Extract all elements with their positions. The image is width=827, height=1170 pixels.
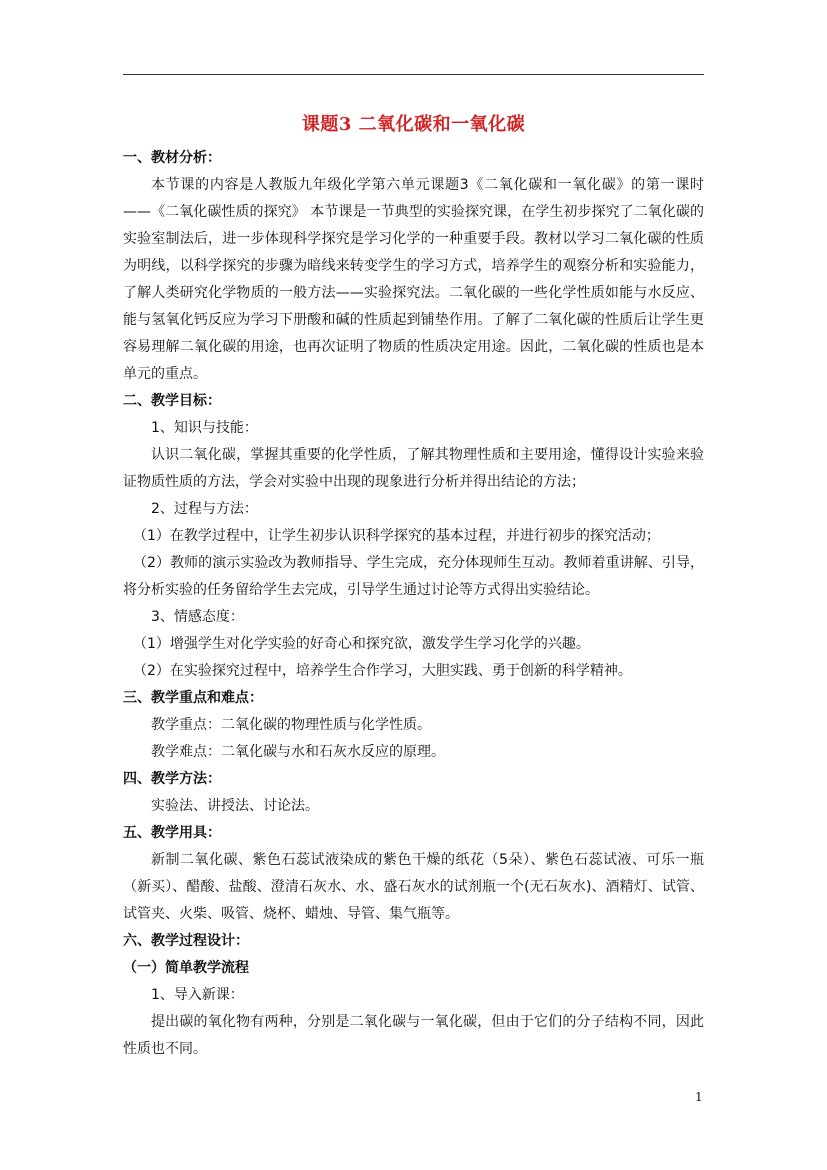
section-heading-objectives: 二、教学目标： xyxy=(123,393,221,409)
section-heading-materials: 五、教学用具： xyxy=(123,825,221,841)
header-rule xyxy=(123,74,704,75)
objective-attitude-label: 3、情感态度： xyxy=(151,609,244,625)
document-body xyxy=(123,145,704,1063)
materials-text: 新制二氧化碳、紫色石蕊试液染成的紫色干燥的纸花（5朵）、紫色石蕊试液、可乐一瓶（新买）、醋酸、盐酸、澄清石灰水、水、盛石灰水的试剂瓶一个(无石灰水)、酒精灯、试管、试管夹、火柴、吸管、烧杯、蜡烛、导管、集气瓶等。 xyxy=(123,852,704,922)
objective-knowledge-label: 1、知识与技能： xyxy=(151,420,258,436)
process-step-1-label: 1、导入新课： xyxy=(151,987,244,1003)
page-number: 1 xyxy=(695,1090,703,1104)
methods-text: 实验法、讲授法、讨论法。 xyxy=(151,798,319,814)
objective-process-item-2: （2）教师的演示实验改为教师指导、学生完成，充分体现师生互动。教师着重讲解、引导，将分析实验的任务留给学生去完成，引导学生通过讨论等方式得出实验结论。 xyxy=(123,555,704,598)
objective-attitude-item-1: （1）增强学生对化学实验的好奇心和探究欲，激发学生学习化学的兴趣。 xyxy=(133,636,590,652)
section-heading-key-points: 三、教学重点和难点： xyxy=(123,690,263,706)
section-heading-process: 六、教学过程设计： xyxy=(123,933,249,949)
objective-process-label: 2、过程与方法： xyxy=(151,501,258,517)
difficulty-text: 教学难点：二氧化碳与水和石灰水反应的原理。 xyxy=(151,744,445,760)
analysis-paragraph: 本节课的内容是人教版九年级化学第六单元课题3《二氧化碳和一氧化碳》的第一课时——《二氧化碳性质的探究》 本节课是一节典型的实验探究课，在学生初步探究了二氧化碳的实验室制法后，进一步体现科学探究是学习化学的一种重要手段。教材以学习二氧化碳的性质为明线，以科学探究的步骤为暗线来转变学生的学习方式，培养学生的观察分析和实验能力，了解人类研究化学物质的一般方法——实验探究法。二氧化碳的一些化学性质如能与水反应、能与氢氧化钙反应为学习下册酸和碱的性质起到铺垫作用。了解了二氧化碳的性质后让学生更容易理解二氧化碳的用途，也再次证明了物质的性质决定用途。因此，二氧化碳的性质也是本单元的重点。 xyxy=(123,177,704,382)
objective-knowledge-body: 认识二氧化碳，掌握其重要的化学性质，了解其物理性质和主要用途，懂得设计实验来验证物质性质的方法，学会对实验中出现的现象进行分析并得出结论的方法； xyxy=(123,447,704,490)
key-point-text: 教学重点：二氧化碳的物理性质与化学性质。 xyxy=(151,717,431,733)
process-sub-heading: （一）简单教学流程 xyxy=(123,960,249,976)
section-heading-methods: 四、教学方法： xyxy=(123,771,221,787)
objective-process-item-1: （1）在教学过程中，让学生初步认识科学探究的基本过程，并进行初步的探究活动； xyxy=(133,528,660,544)
process-step-1-body: 提出碳的氧化物有两种，分别是二氧化碳与一氧化碳，但由于它们的分子结构不同，因此性质也不同。 xyxy=(123,1014,704,1057)
page-title: 课题3 二氧化碳和一氧化碳 xyxy=(301,114,526,135)
objective-attitude-item-2: （2）在实验探究过程中，培养学生合作学习，大胆实践、勇于创新的科学精神。 xyxy=(133,663,632,679)
section-heading-analysis: 一、教材分析： xyxy=(123,150,221,166)
